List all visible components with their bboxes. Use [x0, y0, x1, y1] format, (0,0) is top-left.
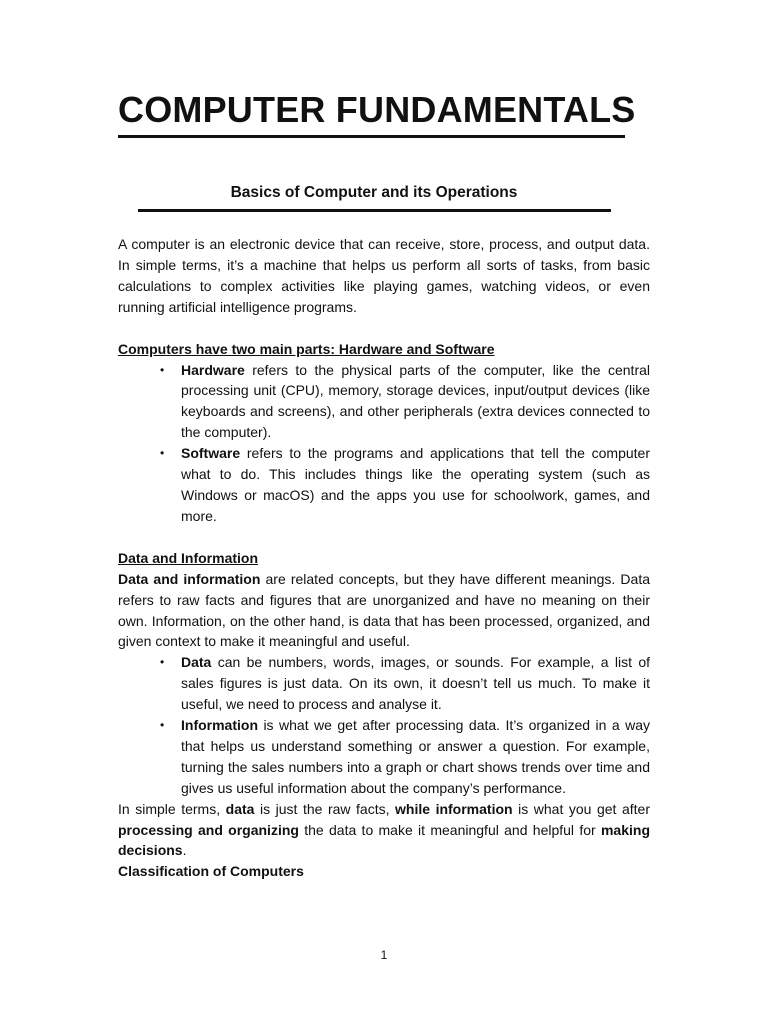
term-hardware: Hardware: [181, 361, 245, 378]
summary-text: In simple terms,: [118, 800, 226, 817]
data-description: can be numbers, words, images, or sounds. For example, a list of sales figures is just data. On its own, it doesn’t tell us much. To make it useful, we need to process and analyse it.: [181, 654, 650, 713]
software-description: refers to the programs and applications that tell the computer what to do. This includes things like the operating system (such as Windows or macOS) and the apps you use for schoolwork, games, and more.: [181, 445, 650, 524]
data-information-list: [118, 652, 650, 798]
summary-text: is what you get after: [512, 800, 650, 817]
data-information-heading: Data and Information: [118, 549, 259, 566]
summary-emphasis: making decisions: [118, 821, 650, 859]
list-item-software: [160, 443, 650, 527]
term-software: Software: [181, 445, 241, 462]
parts-list: [118, 360, 650, 527]
intro-paragraph: A computer is an electronic device that can receive, store, process, and output data. In simple terms, it’s a machine that helps us perform all sorts of tasks, from basic calculations to complex activities like playing games, watching videos, or even running artificial intelligence programs.: [118, 236, 650, 315]
summary-paragraph: [118, 799, 650, 862]
classification-heading: Classification of Computers: [118, 863, 304, 880]
body-content: [118, 234, 650, 882]
summary-emphasis: data: [225, 800, 255, 817]
spacer: [118, 527, 650, 548]
summary-text: is just the raw facts,: [254, 800, 396, 817]
term-data: Data: [181, 654, 212, 671]
data-information-paragraph: [118, 569, 650, 653]
summary-emphasis: processing and organizing: [118, 821, 299, 838]
summary-emphasis: while information: [395, 800, 513, 817]
page-number: 1: [380, 948, 388, 962]
summary-text: .: [182, 842, 187, 859]
parts-heading: Computers have two main parts: Hardware and Software: [118, 340, 495, 357]
title-underline: [118, 135, 625, 138]
hardware-description: refers to the physical parts of the computer, like the central processing unit (CPU), memory, storage devices, input/output devices (like keyboards and screens), and other peripherals (extra devices connected to the computer).: [181, 361, 650, 441]
bullet-icon: •: [160, 446, 165, 461]
bullet-icon: •: [160, 362, 165, 377]
page-title: COMPUTER FUNDAMENTALS: [118, 89, 636, 130]
list-item-information: [160, 715, 650, 799]
subtitle-underline: [138, 209, 611, 212]
information-description: is what we get after processing data. It’s organized in a way that helps us understand something or answer a question. For example, turning the sales numbers into a graph or chart shows trends over time and gives us useful information about the company’s performance.: [181, 717, 650, 796]
list-item-data: [160, 652, 650, 715]
bullet-icon: •: [160, 718, 165, 733]
page-subtitle: Basics of Computer and its Operations: [230, 184, 518, 201]
lead-term: Data and information: [118, 570, 261, 587]
list-item-hardware: [160, 360, 650, 444]
summary-text: the data to make it meaningful and helpful for: [298, 821, 601, 838]
lead-text: are related concepts, but they have different meanings. Data refers to raw facts and figures that are unorganized and have no meaning on their own. Information, on the other hand, is data that has been processed, organized, and given context to make it meaningful and useful.: [118, 570, 650, 650]
term-information: Information: [181, 717, 258, 734]
spacer: [118, 318, 650, 339]
bullet-icon: •: [160, 655, 165, 670]
